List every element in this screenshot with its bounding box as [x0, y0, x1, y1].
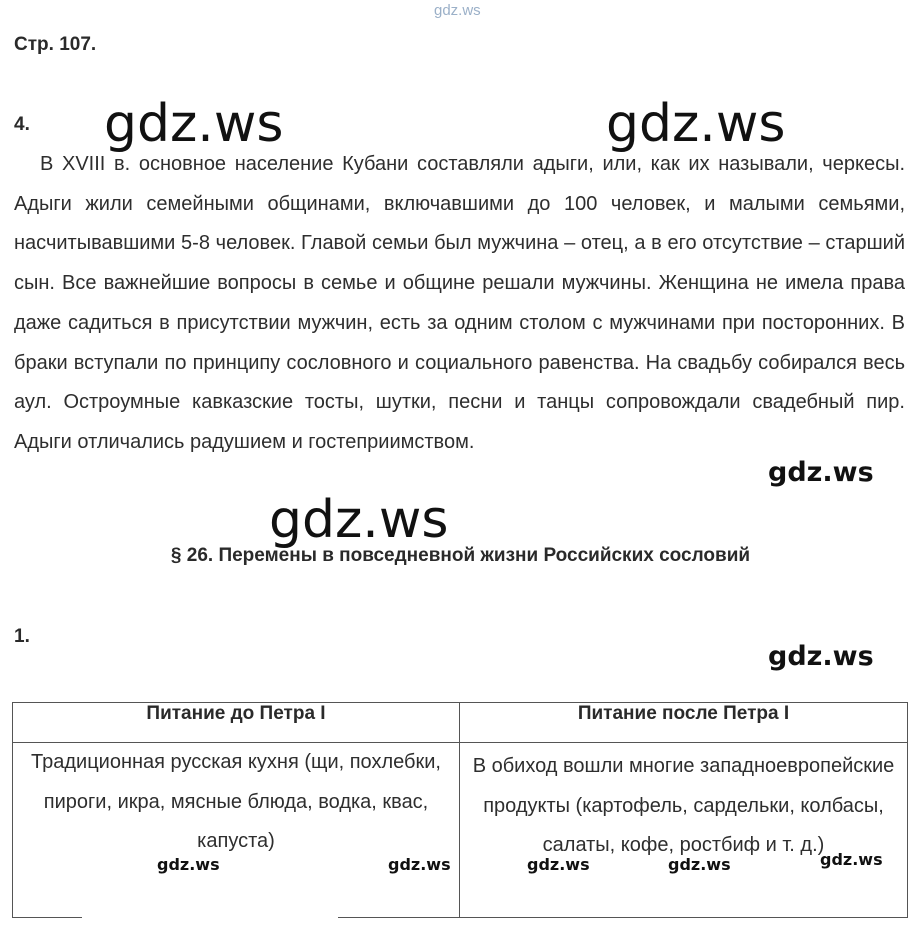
- section-title: § 26. Перемены в повседневной жизни Российских сословий: [170, 545, 751, 566]
- watermark-small: gdz.ws: [668, 855, 731, 874]
- table-cell-after: В обиход вошли многие западноевропейские продукты (картофель, сардельки, колбасы, салаты, кофе, ростбиф и т. д.): [460, 743, 908, 918]
- watermark-medium: gdz.ws: [768, 641, 874, 672]
- table-header-after: Питание после Петра I: [460, 703, 908, 743]
- watermark-small: gdz.ws: [820, 850, 883, 869]
- watermark-small: gdz.ws: [157, 855, 220, 874]
- table-header-before: Питание до Петра I: [13, 703, 460, 743]
- task-4-number: 4.: [14, 114, 30, 135]
- watermark-large: gdz.ws: [606, 94, 786, 154]
- task-1-number: 1.: [14, 626, 30, 647]
- watermark-medium: gdz.ws: [768, 457, 874, 488]
- watermark-small: gdz.ws: [527, 855, 590, 874]
- nutrition-table: [12, 702, 908, 918]
- table-header-row: [13, 703, 908, 743]
- watermark-large: gdz.ws: [269, 490, 449, 550]
- text-mask: [82, 910, 338, 920]
- watermark-large: gdz.ws: [104, 94, 284, 154]
- table-cell-before: Традиционная русская кухня (щи, похлебки, пироги, икра, мясные блюда, водка, квас, капуста): [13, 743, 460, 918]
- watermark-small: gdz.ws: [388, 855, 451, 874]
- watermark-top: gdz.ws: [434, 2, 481, 19]
- task-4-paragraph: В XVIII в. основное население Кубани составляли адыги, или, как их называли, черкесы. Адыги жили семейными общинами, включавшими до 100 человек, и малыми семьями, насчитывавшими 5-8 человек. Главой семьи был мужчина – отец, а в его отсутствие – старший сын. Все важнейшие вопросы в семье и общине решали мужчины. Женщина не имела права даже садиться в присутствии мужчин, есть за одним столом с мужчинами при посторонних. В браки вступали по принципу сословного и социального равенства. На свадьбу собирался весь аул. Остроумные кавказские тосты, шутки, песни и танцы сопровождали свадебный пир. Адыги отличались радушием и гостеприимством.: [14, 153, 905, 453]
- page-reference: Стр. 107.: [14, 34, 97, 55]
- table-row: [13, 743, 908, 918]
